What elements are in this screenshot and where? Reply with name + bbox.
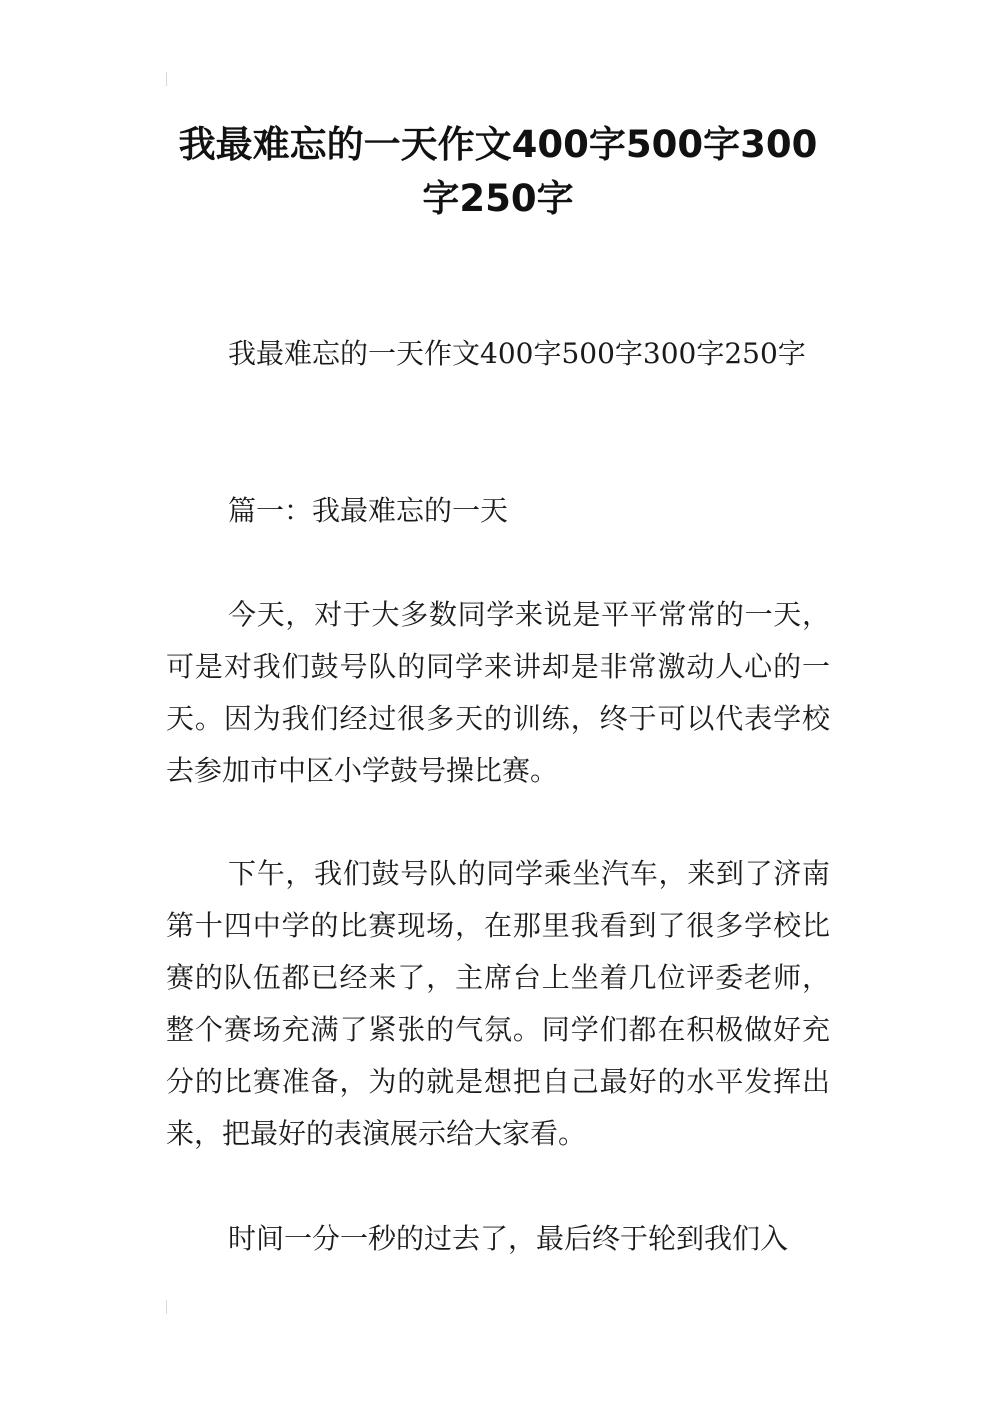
page-corner-mark-top	[166, 72, 167, 86]
paragraph: 下午，我们鼓号队的同学乘坐汽车，来到了济南第十四中学的比赛现场，在那里我看到了很多学校比赛的队伍都已经来了，主席台上坐着几位评委老师，整个赛场充满了紧张的气氛。同学们都在积极做好充分的比赛准备，为的就是想把自己最好的水平发挥出来，把最好的表演展示给大家看。	[166, 857, 830, 1150]
paragraph: 时间一分一秒的过去了，最后终于轮到我们入	[228, 1222, 789, 1255]
document-title: 我最难忘的一天作文400字500字300字250字	[178, 123, 818, 220]
paragraph-heading-repeat: 我最难忘的一天作文400字500字300字250字	[228, 337, 806, 370]
section-heading: 篇一：我最难忘的一天	[228, 494, 509, 527]
page-corner-mark-bottom	[166, 1300, 167, 1314]
paragraph: 今天，对于大多数同学来说是平平常常的一天，可是对我们鼓号队的同学来讲却是非常激动人心的一天。因为我们经过很多天的训练，终于可以代表学校去参加市中区小学鼓号操比赛。	[166, 598, 830, 787]
